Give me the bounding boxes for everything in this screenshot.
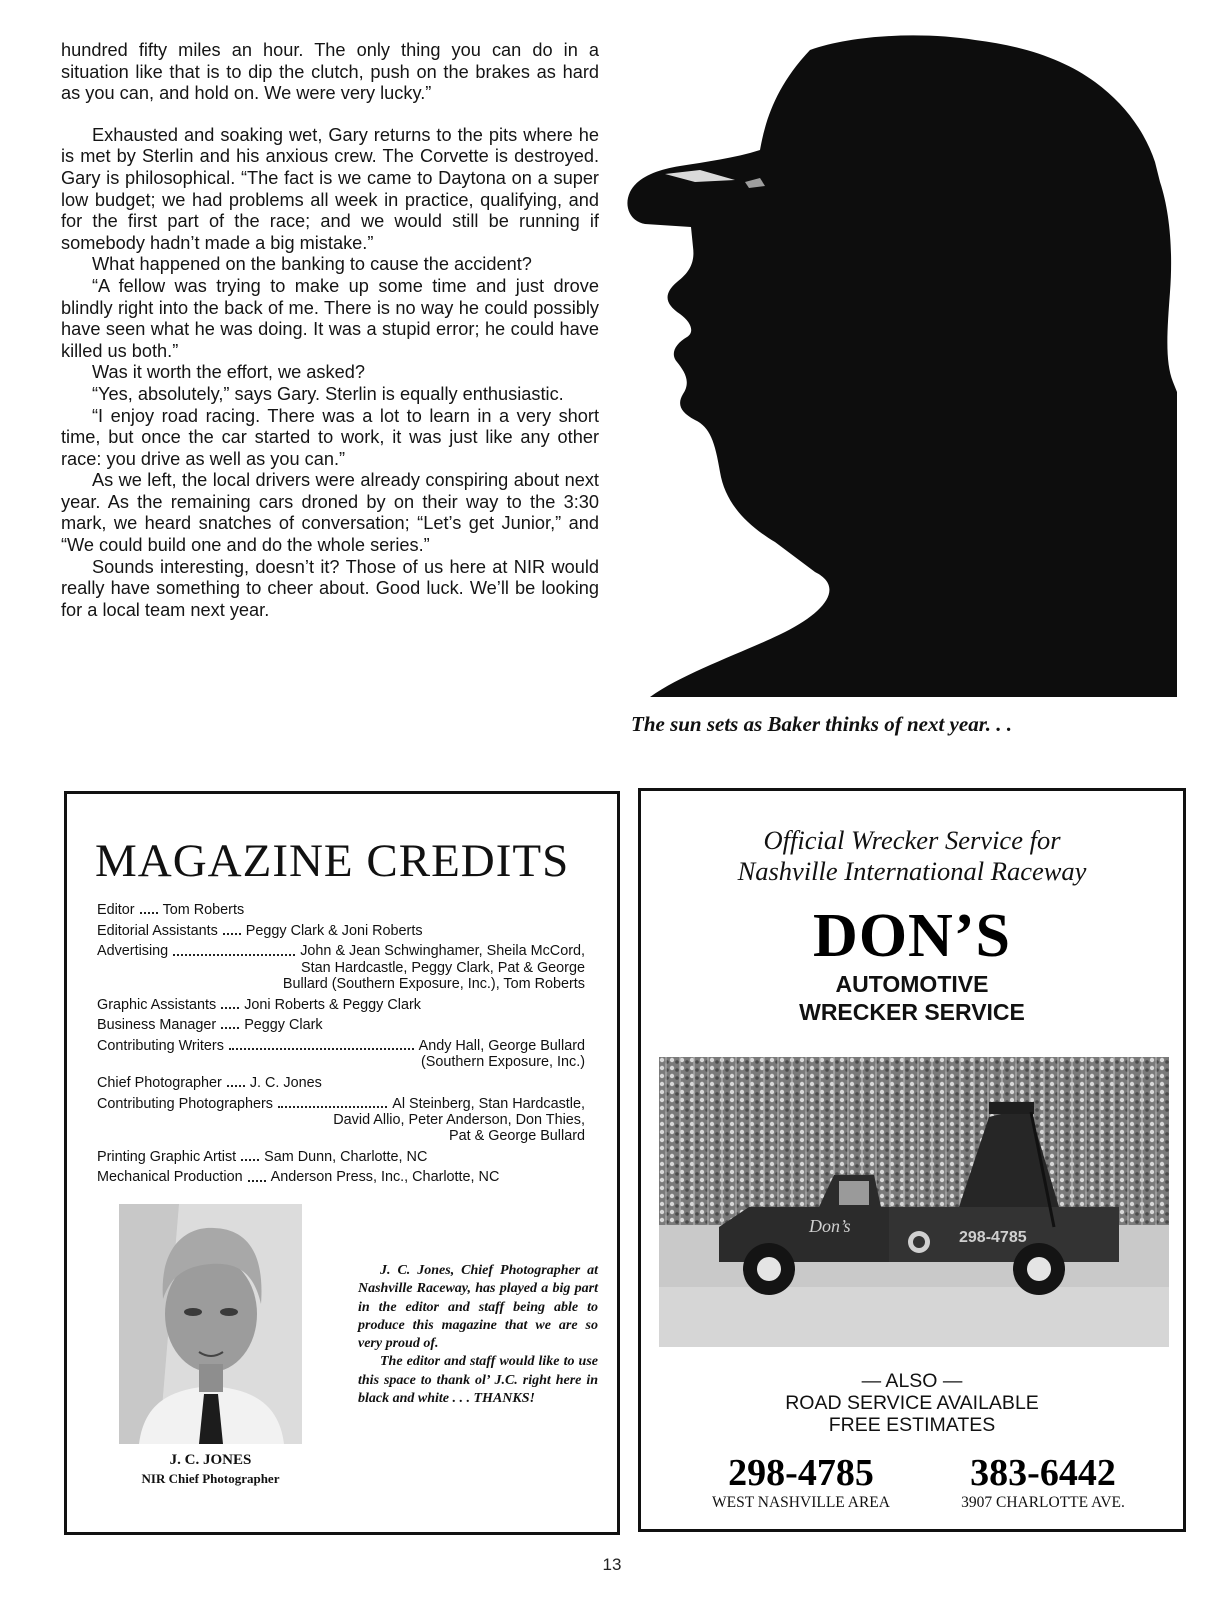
credit-name: Peggy Clark [244, 1017, 323, 1034]
portrait-role: NIR Chief Photographer [141, 1471, 280, 1486]
ad-road-service: ROAD SERVICE AVAILABLE [785, 1392, 1039, 1414]
tow-truck-scene [659, 1057, 1169, 1347]
credit-name: Peggy Clark & Joni Roberts [245, 922, 423, 939]
ad-heading-line: Official Wrecker Service for [763, 825, 1061, 855]
ad-heading [641, 825, 1183, 887]
ad-phone-west: 298-4785 [728, 1452, 874, 1494]
article-paragraph: Was it worth the effort, we asked? [92, 362, 365, 383]
credit-row [97, 1017, 585, 1033]
credit-leader-dots [227, 1085, 245, 1087]
ad-phone-charlotte: 383-6442 [970, 1452, 1116, 1494]
article-body [61, 40, 599, 621]
credit-role: Mechanical Production [97, 1169, 243, 1186]
tribute-paragraph: J. C. Jones, Chief Photographer at Nashville Raceway, has played a big part in the editor and staff being able to produce this magazine that we are so very proud of. [358, 1263, 598, 1352]
credit-leader-dots [140, 912, 158, 914]
credit-name: Tom Roberts [162, 902, 245, 918]
truck-door-text: Don’s [809, 1216, 851, 1236]
credit-row [97, 997, 585, 1013]
credit-row [97, 943, 585, 992]
credit-leader-dots [278, 1106, 387, 1108]
credit-name: Anderson Press, Inc., Charlotte, NC [270, 1169, 500, 1186]
article-paragraph: Sounds interesting, doesn’t it? Those of us here at NIR would really have something to cheer about. Good luck. We’ll be looking for a local team next year. [61, 556, 599, 620]
credit-name-continued: Stan Hardcastle, Peggy Clark, Pat & George [301, 959, 585, 976]
silhouette-shape [627, 35, 1177, 697]
credit-name: Andy Hall, George Bullard [418, 1037, 585, 1054]
article-paragraph: As we left, the local drivers were already conspiring about next year. As the remaining cars droned by on their way to the 3:30 mark, we heard snatches of conversation; “Let’s get Junior,” and “We could build one and do the whole series.” [61, 470, 599, 556]
tow-truck-photo [659, 1057, 1169, 1347]
credit-name-continued: Pat & George Bullard [449, 1127, 585, 1144]
article-paragraph: hundred fifty miles an hour. The only thing you can do in a situation like that is to dip the clutch, push on the brakes as hard as you can, and hold on. We were very lucky.” [61, 40, 599, 104]
credit-row [97, 1075, 585, 1091]
credit-name-continued: David Allio, Peter Anderson, Don Thies, [333, 1111, 585, 1128]
credit-role: Printing Graphic Artist [97, 1148, 237, 1165]
article-paragraph: “A fellow was trying to make up some time and just drove blindly right into the back of me. There is no way he could possibly have seen what he was doing. It was a stupid error; he could have killed us both.” [61, 275, 599, 361]
credit-name-continued: Bullard (Southern Exposure, Inc.), Tom Roberts [282, 975, 585, 992]
credit-role: Contributing Photographers [97, 1095, 273, 1112]
tribute-paragraph: The editor and staff would like to use this space to thank ol’ J.C. right here in black and white . . . THANKS! [358, 1354, 598, 1407]
wrecker-ad-box [638, 788, 1186, 1532]
credit-row [97, 1169, 585, 1185]
credit-role: Graphic Assistants [97, 996, 217, 1013]
credit-leader-dots [223, 933, 241, 935]
credit-leader-dots [173, 954, 295, 956]
credit-row [97, 1038, 585, 1070]
ad-heading-line: Nashville International Raceway [737, 856, 1087, 886]
credit-row [97, 1096, 585, 1145]
article-paragraph: What happened on the banking to cause the accident? [92, 254, 532, 275]
article-paragraph: “I enjoy road racing. There was a lot to learn in a very short time, but once the car started to work, it was just like any other race: you drive as well as you can.” [61, 405, 599, 469]
portrait-name: J. C. JONES [169, 1452, 252, 1468]
silhouette-photo [625, 32, 1177, 697]
credit-leader-dots [229, 1048, 414, 1050]
ad-subtitle: AUTOMOTIVE [835, 971, 989, 997]
ad-area-west: WEST NASHVILLE AREA [712, 1494, 890, 1511]
credit-leader-dots [248, 1180, 266, 1182]
magazine-credits-box [64, 791, 620, 1535]
credit-role: Business Manager [97, 1017, 217, 1034]
page-number: 13 [602, 1555, 622, 1574]
portrait-photo [119, 1204, 302, 1444]
credits-title: MAGAZINE CREDITS [95, 835, 570, 887]
credit-role: Editorial Assistants [97, 922, 218, 939]
truck-phone-text: 298-4785 [959, 1229, 1027, 1246]
photo-caption: The sun sets as Baker thinks of next year. . . [631, 712, 1012, 736]
credit-row [97, 923, 585, 939]
credit-name-continued: (Southern Exposure, Inc.) [421, 1054, 585, 1071]
credit-leader-dots [221, 1027, 239, 1029]
credit-leader-dots [241, 1159, 259, 1161]
credit-name: Sam Dunn, Charlotte, NC [264, 1148, 428, 1165]
credit-name: J. C. Jones [249, 1074, 322, 1091]
credit-leader-dots [221, 1007, 239, 1009]
ad-subtitle: WRECKER SERVICE [799, 999, 1025, 1025]
ad-brand-name: DON’S [813, 902, 1011, 970]
jones-tribute-text [358, 1262, 598, 1408]
credit-name: John & Jean Schwinghamer, Sheila McCord, [300, 943, 585, 960]
credit-role: Contributing Writers [97, 1037, 224, 1054]
credit-row [97, 902, 585, 918]
ad-also: — ALSO — [861, 1370, 963, 1392]
credit-role: Editor [97, 902, 135, 918]
ad-area-charlotte: 3907 CHARLOTTE AVE. [961, 1494, 1125, 1511]
credit-row [97, 1149, 585, 1165]
article-paragraph: “Yes, absolutely,” says Gary. Sterlin is equally enthusiastic. [92, 383, 564, 404]
credit-role: Chief Photographer [97, 1074, 222, 1091]
portrait-figure [119, 1204, 302, 1444]
credit-name: Al Steinberg, Stan Hardcastle, [392, 1095, 585, 1112]
credits-list [97, 902, 585, 1190]
credit-role: Advertising [97, 943, 169, 960]
ad-free-estimates: FREE ESTIMATES [828, 1414, 996, 1436]
credit-name: Joni Roberts & Peggy Clark [244, 996, 421, 1013]
article-paragraph: Exhausted and soaking wet, Gary returns to the pits where he is met by Sterlin and his anxious crew. The Corvette is destroyed. Gary is philosophical. “The fact is we came to Daytona on a super low budget; we had problems all week in practice, qualifying, and for the first part of the race; and we would still be running if somebody hadn’t made a big mistake.” [61, 124, 599, 253]
